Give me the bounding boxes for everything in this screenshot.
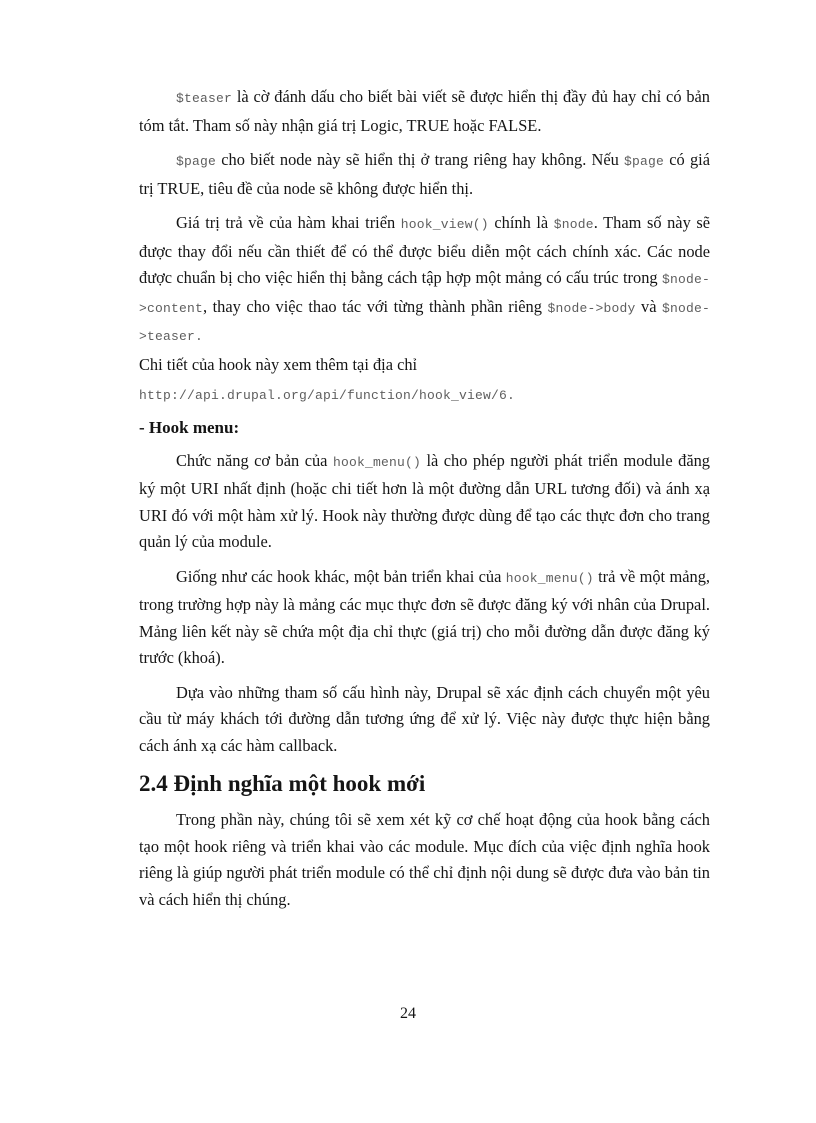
page-number: 24	[400, 1005, 416, 1022]
code-span: $page	[176, 154, 217, 169]
text-span: 2.4 Định nghĩa một hook mới	[139, 771, 426, 796]
code-span: $teaser	[176, 91, 233, 106]
text-span: là cờ đánh dấu cho biết bài viết sẽ được hiển thị đầy đủ hay chỉ có bản tóm tắt. Tham số này nhận giá trị Logic, TRUE hoặc FALSE.	[139, 87, 710, 135]
code-span: hook_view()	[400, 217, 489, 232]
code-span: hook_menu()	[505, 570, 594, 586]
text-span: trả về một mảng, trong trường hợp này là mảng các mục thực đơn sẽ được đăng ký với nhân của Drupal. Mảng liên kết này sẽ chứa một địa chỉ thực (giá trị) cho mỗi đường dẫn được đăng ký trước (khoá).	[139, 566, 710, 667]
text-span: Giống như các hook khác, một bản triển khai của	[176, 566, 506, 586]
code-span: $node	[553, 217, 594, 232]
paragraph	[139, 807, 710, 913]
paragraph	[139, 210, 710, 351]
text-span: . Tham số này sẽ được thay đổi nếu cần thiết để có thể được biểu diễn một cách chính xác. Các node được chuẩn bị cho việc hiển thị bằng cách tập hợp một mảng có cấu trúc trong	[139, 213, 710, 287]
text-span: là cho phép người phát triển module đăng ký một URI nhất định (hoặc chi tiết hơn là một đường dẫn URL tương đối) và ánh xạ URI đó với một hàm xử lý. Hook này thường được dùng để tạo các thực đơn cho trang quản lý của module.	[139, 450, 710, 551]
code-span: $page	[624, 154, 665, 169]
code-span: $node->body	[547, 300, 636, 316]
paragraph	[139, 564, 710, 672]
paragraph	[139, 147, 710, 202]
text-span: có giá trị TRUE, tiêu đề của node sẽ không được hiển thị.	[139, 150, 710, 198]
plain-line	[139, 352, 710, 379]
subheading	[139, 415, 710, 441]
text-span: Chức năng cơ bản của	[176, 450, 333, 470]
text-span: Giá trị trả về của hàm khai triển	[176, 213, 401, 232]
document-body	[139, 84, 710, 921]
section-heading	[139, 768, 710, 800]
text-span: - Hook menu:	[139, 417, 240, 437]
paragraph	[139, 84, 710, 139]
code-span: http://api.drupal.org/api/function/hook_view/6.	[139, 388, 516, 403]
text-span: Trong phần này, chúng tôi sẽ xem xét kỹ cơ chế hoạt động của hook bằng cách tạo một hook riêng và triển khai vào các module. Mục đích của việc định nghĩa hook riêng là giúp người phát triển module có thể chỉ định nội dung sẽ được đưa vào bản tin và cách hiển thị chúng.	[139, 810, 710, 909]
text-span: , thay cho việc thao tác với từng thành phần riêng	[203, 296, 548, 316]
text-span: Dựa vào những tham số cấu hình này, Drupal sẽ xác định cách chuyển một yêu cầu từ máy khách tới đường dẫn tương ứng để xử lý. Việc này được thực hiện bằng cách ánh xạ các hàm callback.	[139, 682, 710, 755]
code-span: hook_menu()	[332, 454, 421, 470]
code-line	[139, 381, 710, 410]
paragraph	[139, 448, 710, 556]
code-span: $node->teaser.	[139, 300, 710, 344]
paragraph	[139, 680, 710, 760]
text-span: cho biết node này sẽ hiển thị ở trang riêng hay không. Nếu	[216, 150, 625, 169]
code-span: $node->content	[139, 272, 710, 316]
text-span: và	[635, 296, 662, 316]
text-span: Chi tiết của hook này xem thêm tại địa chỉ	[139, 354, 418, 374]
text-span: chính là	[488, 213, 554, 232]
